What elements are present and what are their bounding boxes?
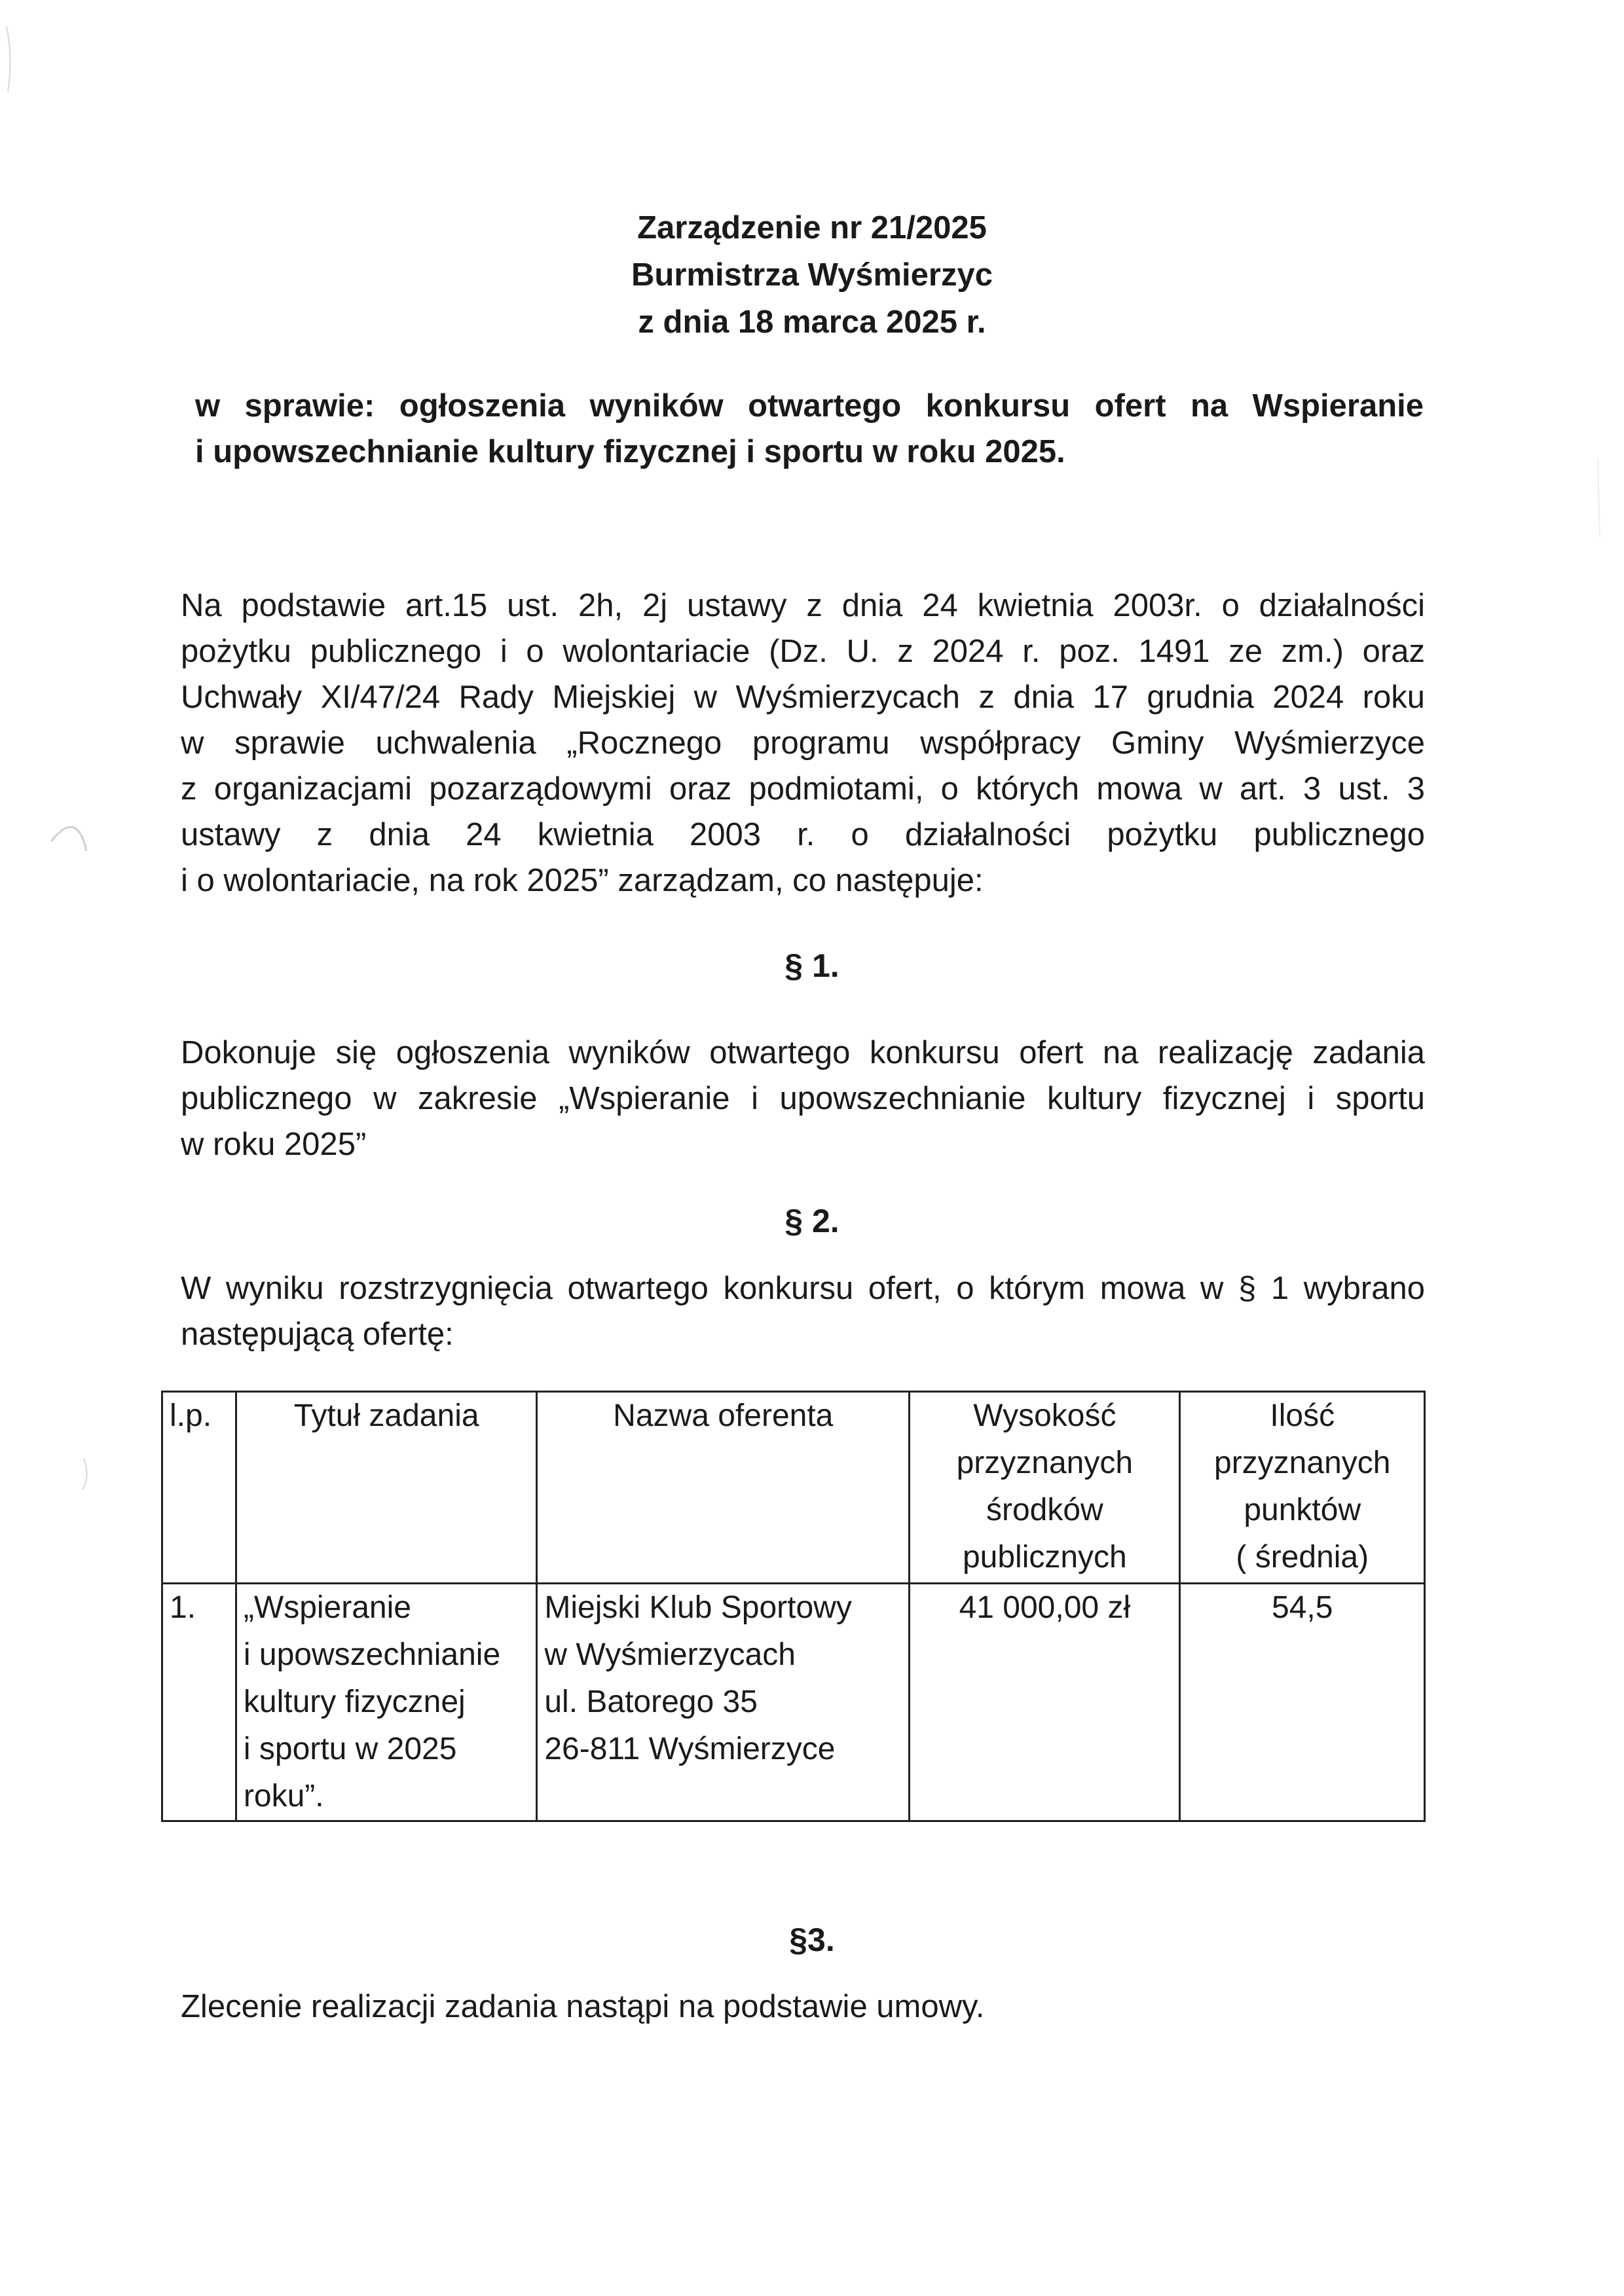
header-points-line: punktów — [1244, 1493, 1361, 1527]
header-name: Nazwa oferenta — [537, 1392, 910, 1584]
section-1-line: Dokonuje się ogłoszenia wyników otwartego konkursu ofert na realizację zadania — [181, 1035, 1425, 1070]
header-points — [1180, 1392, 1425, 1584]
ordinance-number: Zarządzenie nr 21/2025 — [637, 210, 987, 246]
header-amount — [910, 1392, 1180, 1584]
preamble-line: i o wolontariacie, na rok 2025” zarządzam, co następuje: — [181, 863, 984, 898]
table-header-row — [162, 1392, 1425, 1584]
section-2-line: następującą ofertę: — [181, 1317, 454, 1352]
cell-points: 54,5 — [1180, 1584, 1425, 1821]
table-row — [162, 1584, 1425, 1821]
section-3-line: Zlecenie realizacji zadania nastąpi na podstawie umowy. — [181, 1989, 985, 2024]
subject — [195, 383, 1424, 475]
subject-line: w sprawie: ogłoszenia wyników otwartego konkursu ofert na Wspieranie — [195, 388, 1424, 424]
cell-title-line: „Wspieranie — [243, 1590, 411, 1625]
section-1-text — [181, 1030, 1425, 1167]
header-amount-line: Wysokość — [973, 1398, 1116, 1433]
cell-lp: 1. — [162, 1584, 236, 1821]
header-points-line: przyznanych — [1214, 1446, 1391, 1480]
cell-title-line: roku”. — [243, 1779, 324, 1813]
issue-date: z dnia 18 marca 2025 r. — [638, 304, 986, 340]
section-1-heading: § 1. — [784, 947, 840, 984]
section-1-line: w roku 2025” — [181, 1127, 367, 1162]
section-3-text — [181, 1984, 1425, 2030]
header-amount-line: przyznanych — [956, 1446, 1134, 1480]
document-header — [0, 204, 1624, 346]
preamble — [181, 583, 1425, 903]
preamble-line: ustawy z dnia 24 kwietnia 2003 r. o działalności pożytku publicznego — [181, 817, 1425, 852]
cell-name-line: Miejski Klub Sportowy — [544, 1590, 852, 1625]
cell-amount: 41 000,00 zł — [910, 1584, 1180, 1821]
cell-name-line: ul. Batorego 35 — [544, 1685, 758, 1719]
section-2-text — [181, 1266, 1425, 1357]
cell-title-line: kultury fizycznej — [243, 1685, 466, 1719]
preamble-line: Na podstawie art.15 ust. 2h, 2j ustawy z dnia 24 kwietnia 2003r. o działalności — [181, 588, 1425, 623]
cell-name-line: 26-811 Wyśmierzyce — [544, 1732, 836, 1766]
header-amount-line: publicznych — [962, 1540, 1127, 1575]
subject-line: i upowszechnianie kultury fizycznej i sportu w roku 2025. — [195, 434, 1065, 469]
header-points-line: Ilość — [1270, 1398, 1335, 1433]
cell-title — [236, 1584, 536, 1821]
offers-table — [161, 1391, 1426, 1822]
header-points-line: ( średnia) — [1236, 1540, 1369, 1575]
section-1-line: publicznego w zakresie „Wspieranie i upowszechnianie kultury fizycznej i sportu — [181, 1081, 1425, 1116]
issuer: Burmistrza Wyśmierzyc — [631, 257, 993, 293]
preamble-line: w sprawie uchwalenia „Rocznego programu współpracy Gminy Wyśmierzyce — [181, 725, 1425, 761]
cell-name — [537, 1584, 910, 1821]
header-title: Tytuł zadania — [236, 1392, 536, 1584]
preamble-line: pożytku publicznego i o wolontariacie (Dz. U. z 2024 r. poz. 1491 ze zm.) oraz — [181, 634, 1425, 669]
preamble-line: z organizacjami pozarządowymi oraz podmiotami, o których mowa w art. 3 ust. 3 — [181, 771, 1425, 807]
cell-title-line: i sportu w 2025 — [243, 1732, 457, 1766]
section-3-heading: §3. — [789, 1922, 835, 1958]
cell-name-line: w Wyśmierzycach — [544, 1637, 796, 1672]
cell-title-line: i upowszechnianie — [243, 1637, 501, 1672]
preamble-line: Uchwały XI/47/24 Rady Miejskiej w Wyśmierzycach z dnia 17 grudnia 2024 roku — [181, 680, 1425, 715]
section-2-line: W wyniku rozstrzygnięcia otwartego konkursu ofert, o którym mowa w § 1 wybrano — [181, 1271, 1425, 1306]
header-lp: l.p. — [162, 1392, 236, 1584]
header-amount-line: środków — [986, 1493, 1103, 1527]
section-2-heading: § 2. — [784, 1203, 840, 1239]
